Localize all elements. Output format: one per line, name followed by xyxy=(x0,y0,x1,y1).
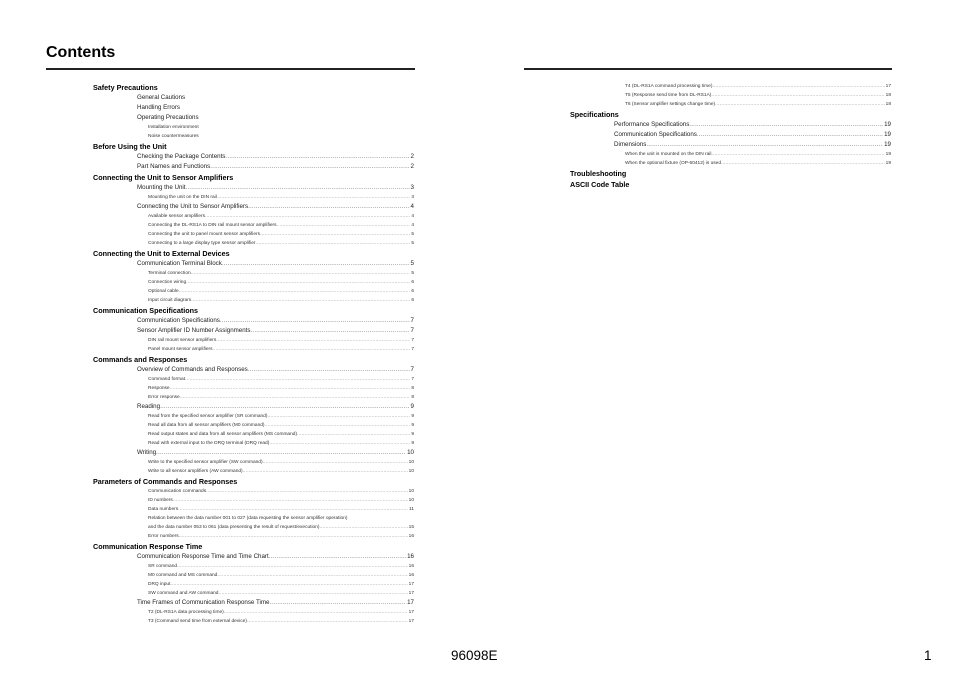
toc-section-heading[interactable] xyxy=(93,249,414,259)
dot-leader xyxy=(179,532,408,541)
dot-leader xyxy=(248,202,409,212)
toc-entry-page: 10 xyxy=(408,460,414,465)
toc-entry-title: Communication commands xyxy=(148,489,207,494)
toc-entry[interactable] xyxy=(148,467,414,476)
toc-section-heading[interactable] xyxy=(93,83,414,93)
toc-section-heading[interactable] xyxy=(93,355,414,365)
toc-entry[interactable] xyxy=(148,336,414,345)
dot-leader xyxy=(297,430,410,439)
dot-leader xyxy=(697,130,883,140)
toc-entry-page: 17 xyxy=(408,610,414,615)
toc-entry-title: Response xyxy=(148,386,170,391)
toc-entry[interactable] xyxy=(148,580,414,589)
dot-leader xyxy=(255,239,410,248)
toc-entry[interactable] xyxy=(148,193,414,202)
toc-entry[interactable] xyxy=(137,259,414,269)
dot-leader xyxy=(250,326,409,336)
toc-entry-page: 7 xyxy=(411,347,414,352)
toc-entry-page: 16 xyxy=(408,534,414,539)
toc-entry-page: 10 xyxy=(407,449,414,456)
dot-leader xyxy=(646,140,883,150)
toc-entry[interactable] xyxy=(625,150,891,159)
dot-leader xyxy=(689,120,883,130)
toc-entry-page: 7 xyxy=(411,338,414,343)
toc-section-heading[interactable] xyxy=(93,306,414,316)
toc-entry-page: 7 xyxy=(410,317,414,324)
dot-leader xyxy=(319,523,407,532)
toc-entry[interactable] xyxy=(137,202,414,212)
dot-leader xyxy=(170,384,411,393)
toc-entry-page: 10 xyxy=(408,489,414,494)
toc-entry[interactable] xyxy=(148,458,414,467)
dot-leader xyxy=(160,402,409,412)
toc-entry-title: When the unit is mounted on the DIN rail xyxy=(625,152,712,157)
toc-section-heading[interactable] xyxy=(570,169,891,179)
toc-entry-page: 15 xyxy=(408,525,414,530)
toc-entry-page: 3 xyxy=(411,195,414,200)
toc-entry-page: 5 xyxy=(410,260,414,267)
toc-entry[interactable] xyxy=(137,402,414,412)
toc-entry[interactable] xyxy=(137,93,414,103)
toc-entry-title: Before Using the Unit xyxy=(93,142,167,151)
toc-column-left xyxy=(93,82,414,626)
title-rule-right xyxy=(524,68,892,70)
toc-entry-page: 9 xyxy=(411,441,414,446)
toc-entry-page: 19 xyxy=(884,121,891,128)
toc-entry-page: 2 xyxy=(410,153,414,160)
toc-entry-page: 17 xyxy=(885,84,891,89)
toc-entry[interactable] xyxy=(137,152,414,162)
toc-entry-page: 2 xyxy=(410,163,414,170)
dot-leader xyxy=(217,571,407,580)
toc-entry-title: Communication Specifications xyxy=(93,306,199,315)
dot-leader xyxy=(267,412,410,421)
toc-entry-page: 4 xyxy=(411,223,414,228)
dot-leader xyxy=(191,269,411,278)
dot-leader xyxy=(180,393,411,402)
toc-entry[interactable] xyxy=(148,239,414,248)
dot-leader xyxy=(177,562,408,571)
toc-entry[interactable] xyxy=(148,132,414,141)
toc-entry-page: 7 xyxy=(410,366,414,373)
toc-entry-title: ASCII Code Table xyxy=(570,180,630,189)
toc-entry-title: Terminal connection xyxy=(148,271,191,276)
dot-leader xyxy=(277,221,411,230)
toc-entry-title: Connecting the Unit to Sensor Amplifiers xyxy=(137,203,249,210)
page-number: 1 xyxy=(924,648,932,663)
dot-leader xyxy=(224,608,408,617)
toc-entry-title: Connecting the Unit to Sensor Amplifiers xyxy=(93,173,234,182)
toc-entry-title: Connecting the unit to panel mount sensor amplifiers xyxy=(148,232,260,237)
toc-entry[interactable] xyxy=(614,140,891,150)
toc-entry[interactable] xyxy=(148,296,414,305)
page-title: Contents xyxy=(46,44,116,61)
toc-entry-title: Noise countermeasures xyxy=(148,134,199,139)
dot-leader xyxy=(216,336,410,345)
toc-entry-title: Connecting the DL-RS1A to DIN rail mount sensor amplifiers xyxy=(148,223,277,228)
toc-entry-title: M0 command and MS command xyxy=(148,573,218,578)
toc-entry-title: SR command xyxy=(148,564,178,569)
toc-entry-title: Part Names and Functions xyxy=(137,163,211,170)
toc-entry[interactable] xyxy=(148,523,414,532)
toc-entry-title: Write to the specified sensor amplifier (SW command) xyxy=(148,460,263,465)
toc-entry-page: 18 xyxy=(885,102,891,107)
toc-entry-page: 8 xyxy=(411,386,414,391)
document-code: 96098E xyxy=(451,648,498,663)
toc-entry-title: Operating Precautions xyxy=(137,114,199,121)
toc-entry-title: Connection wiring xyxy=(148,280,187,285)
toc-entry-page: 17 xyxy=(408,619,414,624)
dot-leader xyxy=(173,496,408,505)
toc-entry[interactable] xyxy=(137,598,414,608)
toc-entry-title: and the data number 053 to 061 (data presenting the result of request/execution) xyxy=(148,525,320,530)
toc-entry-page: 17 xyxy=(408,582,414,587)
dot-leader xyxy=(191,296,410,305)
toc-entry-title: Checking the Package Contents xyxy=(137,153,226,160)
toc-entry-title: Read from the specified sensor amplifier (SR command) xyxy=(148,414,268,419)
toc-entry-title: Writing xyxy=(137,449,157,456)
dot-leader xyxy=(263,458,408,467)
toc-entry-page: 16 xyxy=(408,564,414,569)
toc-entry-title: Relation between the data number 001 to 027 (data requesting the sensor amplifier operation) xyxy=(148,516,348,521)
toc-entry-page: 9 xyxy=(411,423,414,428)
dot-leader xyxy=(711,150,884,159)
toc-entry[interactable] xyxy=(137,448,414,458)
toc-section-heading[interactable] xyxy=(93,542,414,552)
toc-entry-page: 9 xyxy=(411,432,414,437)
toc-entry[interactable] xyxy=(148,505,414,514)
dot-leader xyxy=(217,193,411,202)
toc-entry[interactable] xyxy=(148,393,414,402)
toc-entry-page: 17 xyxy=(407,599,414,606)
toc-entry-title: Communication Specifications xyxy=(137,317,220,324)
dot-leader xyxy=(721,159,885,168)
toc-entry-page: 10 xyxy=(408,469,414,474)
dot-leader xyxy=(218,589,407,598)
toc-entry-title: Read with external input to the DRQ terminal (DRQ read) xyxy=(148,441,270,446)
toc-section-heading[interactable] xyxy=(570,110,891,120)
toc-entry-title: Error response xyxy=(148,395,180,400)
toc-entry-title: Optional cable xyxy=(148,289,179,294)
toc-entry-title: When the optional fixture (OP-60412) is used xyxy=(625,161,721,166)
dot-leader xyxy=(186,278,410,287)
toc-entry[interactable] xyxy=(148,439,414,448)
toc-entry-title: Mounting the unit on the DIN rail xyxy=(148,195,217,200)
toc-entry[interactable] xyxy=(625,100,891,109)
toc-entry[interactable] xyxy=(614,130,891,140)
dot-leader xyxy=(170,580,407,589)
toc-entry[interactable] xyxy=(625,91,891,100)
toc-entry[interactable] xyxy=(148,278,414,287)
dot-leader xyxy=(270,598,407,608)
toc-entry[interactable] xyxy=(148,496,414,505)
toc-entry-page: 4 xyxy=(411,214,414,219)
toc-entry-title: SW command and AW command xyxy=(148,591,219,596)
toc-entry[interactable] xyxy=(137,162,414,172)
toc-entry-title: Sensor Amplifier ID Number Assignments xyxy=(137,327,251,334)
toc-entry-page: 17 xyxy=(408,591,414,596)
toc-entry-title: General Cautions xyxy=(137,94,186,101)
toc-entry[interactable] xyxy=(148,412,414,421)
toc-entry-title: DIN rail mount sensor amplifiers xyxy=(148,338,217,343)
toc-entry-page: 19 xyxy=(884,141,891,148)
toc-entry-page: 4 xyxy=(410,203,414,210)
toc-entry-title: ID numbers xyxy=(148,498,173,503)
toc-entry-title: Overview of Commands and Responses xyxy=(137,366,248,373)
toc-entry-title: Read all data from all sensor amplifiers (M0 command) xyxy=(148,423,265,428)
dot-leader xyxy=(715,100,885,109)
toc-entry-page: 16 xyxy=(407,553,414,560)
toc-entry-page: 18 xyxy=(885,93,891,98)
toc-entry[interactable] xyxy=(148,123,414,132)
toc-entry[interactable] xyxy=(148,532,414,541)
dot-leader xyxy=(186,183,410,193)
toc-entry[interactable] xyxy=(148,589,414,598)
dot-leader xyxy=(269,552,406,562)
dot-leader xyxy=(185,375,410,384)
toc-entry[interactable] xyxy=(137,552,414,562)
toc-entry[interactable] xyxy=(625,159,891,168)
toc-entry[interactable] xyxy=(148,514,414,523)
toc-entry[interactable] xyxy=(148,571,414,580)
toc-entry-title: Write to all sensor amplifiers (AW command) xyxy=(148,469,243,474)
dot-leader xyxy=(213,345,411,354)
dot-leader xyxy=(220,316,410,326)
toc-entry-title: Connecting the Unit to External Devices xyxy=(93,249,230,258)
toc-entry-title: Panel mount sensor amplifiers xyxy=(148,347,213,352)
toc-entry-title: Communication Specifications xyxy=(614,131,697,138)
toc-entry-title: Safety Precautions xyxy=(93,83,158,92)
toc-entry[interactable] xyxy=(148,617,414,626)
toc-entry-title: Communication Response Time xyxy=(93,542,203,551)
toc-entry[interactable] xyxy=(137,365,414,375)
toc-entry-title: Read output states and data from all sensor amplifiers (MS command) xyxy=(148,432,298,437)
toc-entry-page: 6 xyxy=(411,298,414,303)
toc-entry-title: Dimensions xyxy=(614,141,647,148)
toc-entry[interactable] xyxy=(148,269,414,278)
toc-entry[interactable] xyxy=(614,120,891,130)
toc-entry-page: 10 xyxy=(408,498,414,503)
toc-entry-title: T2 (DL-RS1A data processing time) xyxy=(148,610,224,615)
dot-leader xyxy=(269,439,410,448)
toc-entry[interactable] xyxy=(148,608,414,617)
dot-leader xyxy=(265,421,411,430)
toc-entry-title: Data numbers xyxy=(148,507,179,512)
toc-entry-page: 19 xyxy=(885,161,891,166)
toc-column-right xyxy=(570,82,891,190)
toc-entry-title: Mounting the Unit xyxy=(137,184,186,191)
dot-leader xyxy=(222,259,410,269)
toc-entry-page: 8 xyxy=(411,395,414,400)
toc-entry[interactable] xyxy=(137,326,414,336)
toc-entry-title: Specifications xyxy=(570,110,619,119)
toc-entry-page: 19 xyxy=(884,131,891,138)
dot-leader xyxy=(225,152,409,162)
toc-entry-title: T6 (Sensor amplifier settings change time) xyxy=(625,102,716,107)
toc-entry-page: 5 xyxy=(411,271,414,276)
toc-entry[interactable] xyxy=(148,230,414,239)
toc-section-heading[interactable] xyxy=(93,173,414,183)
dot-leader xyxy=(156,448,406,458)
toc-entry-title: Installation environment xyxy=(148,125,199,130)
toc-entry-title: Time Frames of Communication Response Time xyxy=(137,599,270,606)
toc-entry-title: Communication Response Time and Time Chart xyxy=(137,553,269,560)
toc-entry[interactable] xyxy=(625,82,891,91)
dot-leader xyxy=(178,505,408,514)
toc-entry[interactable] xyxy=(148,212,414,221)
toc-entry-page: 6 xyxy=(411,280,414,285)
toc-entry-title: Available sensor amplifiers xyxy=(148,214,205,219)
toc-entry-page: 19 xyxy=(885,152,891,157)
toc-entry-title: Performance Specifications xyxy=(614,121,690,128)
toc-entry-title: DRQ input xyxy=(148,582,171,587)
toc-entry[interactable] xyxy=(148,221,414,230)
toc-entry[interactable] xyxy=(148,562,414,571)
toc-entry-page: 5 xyxy=(411,241,414,246)
toc-entry[interactable] xyxy=(148,430,414,439)
toc-entry-title: Commands and Responses xyxy=(93,355,188,364)
toc-entry-page: 7 xyxy=(410,327,414,334)
toc-entry-title: T5 (Response send time from DL-RS1A) xyxy=(625,93,712,98)
dot-leader xyxy=(248,365,410,375)
toc-entry-title: T3 (Command send time from external device) xyxy=(148,619,247,624)
dot-leader xyxy=(210,162,409,172)
title-rule-left xyxy=(46,68,415,70)
toc-entry-title: Command format xyxy=(148,377,186,382)
toc-entry-page: 3 xyxy=(410,184,414,191)
dot-leader xyxy=(247,617,408,626)
toc-section-heading[interactable] xyxy=(93,142,414,152)
toc-entry-title: Error numbers xyxy=(148,534,179,539)
toc-entry[interactable] xyxy=(148,287,414,296)
toc-entry[interactable] xyxy=(148,487,414,496)
toc-entry-title: Input circuit diagram xyxy=(148,298,192,303)
toc-entry-title: Communication Terminal Block xyxy=(137,260,222,267)
toc-entry-title: Parameters of Commands and Responses xyxy=(93,477,238,486)
toc-entry[interactable] xyxy=(148,375,414,384)
toc-entry[interactable] xyxy=(137,183,414,193)
toc-entry-page: 7 xyxy=(411,377,414,382)
toc-entry[interactable] xyxy=(137,103,414,113)
toc-entry-title: Connecting to a large display type sensor amplifier xyxy=(148,241,256,246)
dot-leader xyxy=(260,230,410,239)
toc-entry[interactable] xyxy=(148,421,414,430)
toc-entry[interactable] xyxy=(137,316,414,326)
toc-entry-title: Reading xyxy=(137,403,161,410)
toc-entry-page: 5 xyxy=(411,232,414,237)
toc-entry-page: 11 xyxy=(409,507,414,512)
toc-entry[interactable] xyxy=(148,345,414,354)
toc-section-heading[interactable] xyxy=(93,477,414,487)
toc-entry[interactable] xyxy=(137,113,414,123)
dot-leader xyxy=(711,91,884,100)
toc-entry-title: Handling Errors xyxy=(137,104,180,111)
toc-entry[interactable] xyxy=(148,384,414,393)
toc-entry-title: T4 (DL-RS1A command processing time) xyxy=(625,84,713,89)
toc-entry-title: Troubleshooting xyxy=(570,169,627,178)
dot-leader xyxy=(205,212,410,221)
toc-entry-page: 6 xyxy=(411,289,414,294)
dot-leader xyxy=(206,487,408,496)
dot-leader xyxy=(712,82,884,91)
toc-entry-page: 9 xyxy=(411,414,414,419)
toc-section-heading[interactable] xyxy=(570,180,891,190)
toc-entry-page: 16 xyxy=(408,573,414,578)
dot-leader xyxy=(179,287,411,296)
dot-leader xyxy=(243,467,408,476)
toc-entry-page: 9 xyxy=(410,403,414,410)
